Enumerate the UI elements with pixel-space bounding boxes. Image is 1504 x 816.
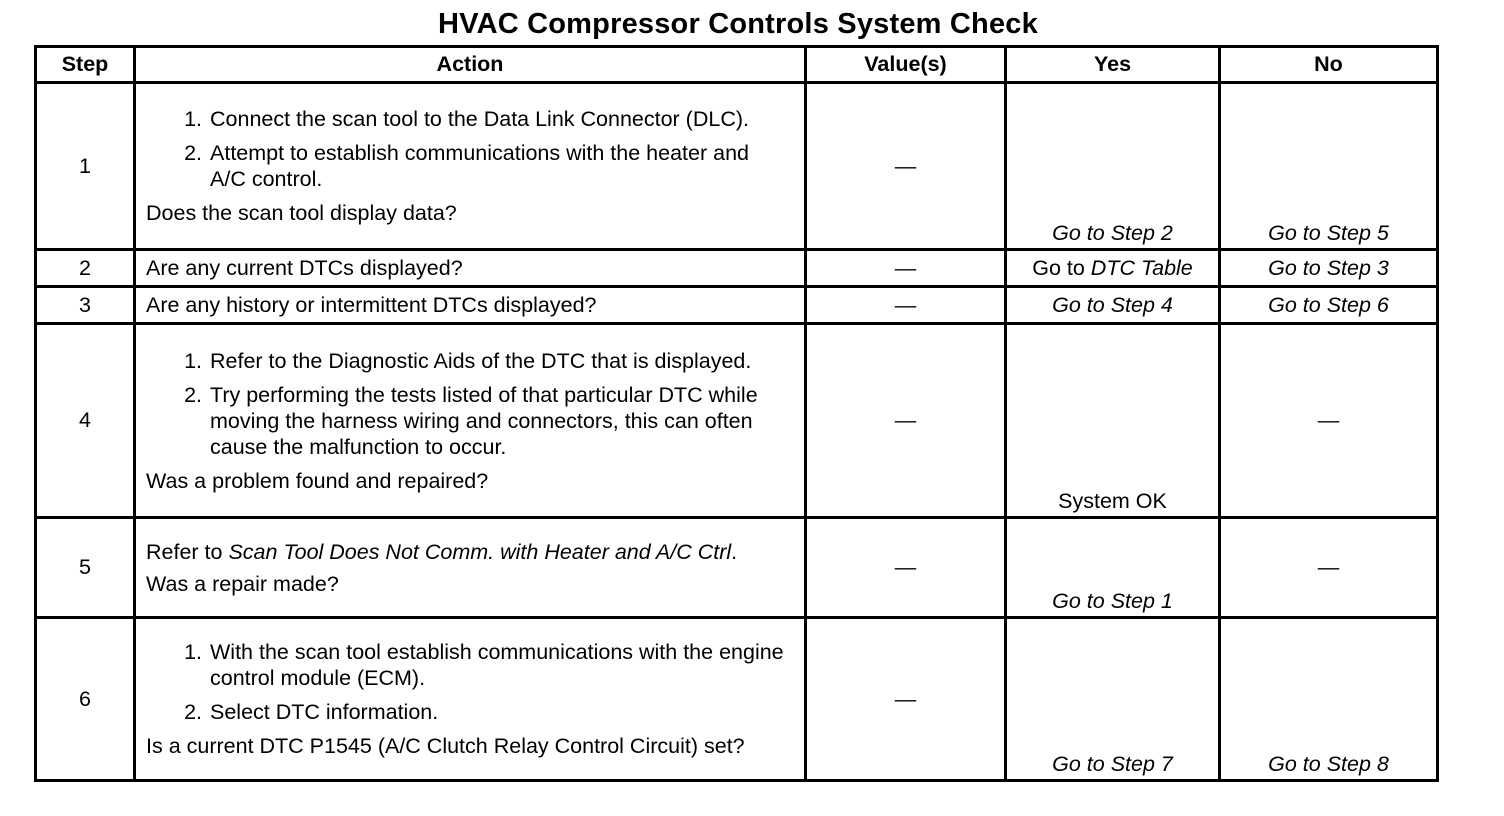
- value-cell: —: [806, 83, 1006, 250]
- yes-link[interactable]: Go to Step 7: [1006, 618, 1220, 781]
- list-item-text: Select DTC information.: [210, 700, 439, 724]
- list-item: [146, 140, 796, 192]
- action-question: Are any current DTCs displayed?: [135, 250, 806, 287]
- list-item: [146, 639, 796, 691]
- step-number: 1: [36, 83, 135, 250]
- system-check-table: [34, 45, 1439, 782]
- list-item: [146, 106, 796, 132]
- header-yes: Yes: [1006, 47, 1220, 83]
- no-cell: —: [1220, 324, 1438, 518]
- action-steps-list: [146, 106, 796, 192]
- refer-prefix: Refer to: [146, 539, 223, 564]
- value-cell: —: [806, 324, 1006, 518]
- value-cell: —: [806, 618, 1006, 781]
- action-steps-list: [146, 639, 796, 725]
- page-title: HVAC Compressor Controls System Check: [438, 8, 1038, 40]
- list-item-text: With the scan tool establish communications with the engine control module (ECM).: [210, 640, 784, 690]
- table-row-step-2: [36, 250, 1438, 287]
- action-cell: [135, 618, 806, 781]
- table-row-step-1: [36, 83, 1438, 250]
- list-item: [146, 699, 796, 725]
- action-question: Is a current DTC P1545 (A/C Clutch Relay Control Circuit) set?: [146, 734, 745, 758]
- list-item-number: 1.: [184, 348, 202, 373]
- step-number: 2: [36, 250, 135, 287]
- value-cell: —: [806, 518, 1006, 618]
- table-row-step-4: [36, 324, 1438, 518]
- dtc-table-link[interactable]: DTC Table: [1090, 255, 1193, 280]
- header-step: Step: [36, 47, 135, 83]
- no-link[interactable]: Go to Step 3: [1220, 250, 1438, 287]
- table-row-step-3: [36, 287, 1438, 324]
- action-steps-list: [146, 348, 796, 460]
- table-row-step-5: [36, 518, 1438, 618]
- header-values: Value(s): [806, 47, 1006, 83]
- action-cell: [135, 83, 806, 250]
- table-row-step-6: [36, 618, 1438, 781]
- step-number: 6: [36, 618, 135, 781]
- list-item-text: Refer to the Diagnostic Aids of the DTC that is displayed.: [210, 348, 752, 373]
- header-row: [36, 47, 1438, 83]
- list-item: [146, 382, 796, 460]
- list-item-number: 2.: [184, 700, 202, 724]
- step-number: 3: [36, 287, 135, 324]
- refer-suffix: .: [731, 539, 738, 564]
- refer-text: [146, 539, 796, 565]
- yes-link[interactable]: Go to Step 2: [1006, 83, 1220, 250]
- yes-link[interactable]: Go to Step 4: [1006, 287, 1220, 324]
- action-cell: [135, 324, 806, 518]
- step-number: 4: [36, 324, 135, 518]
- list-item-text: Connect the scan tool to the Data Link Connector (DLC).: [210, 107, 749, 131]
- list-item-number: 1.: [184, 640, 202, 664]
- no-cell: —: [1220, 518, 1438, 618]
- list-item-number: 2.: [184, 141, 202, 165]
- no-link[interactable]: Go to Step 6: [1220, 287, 1438, 324]
- list-item-number: 1.: [184, 107, 202, 131]
- action-question: Does the scan tool display data?: [146, 201, 457, 225]
- action-question: Was a repair made?: [146, 571, 339, 596]
- action-question: Was a problem found and repaired?: [146, 468, 489, 493]
- refer-link[interactable]: Scan Tool Does Not Comm. with Heater and A/C Ctrl: [228, 539, 732, 564]
- value-cell: —: [806, 287, 1006, 324]
- action-cell: [135, 518, 806, 618]
- step-number: 5: [36, 518, 135, 618]
- list-item: [146, 348, 796, 374]
- yes-cell: [1006, 250, 1220, 287]
- list-item-text: Try performing the tests listed of that particular DTC while moving the harness wiring and connectors, this can often cause the malfunction to occur.: [210, 382, 758, 459]
- value-cell: —: [806, 250, 1006, 287]
- action-question: Are any history or intermittent DTCs displayed?: [135, 287, 806, 324]
- list-item-number: 2.: [184, 382, 202, 407]
- no-link[interactable]: Go to Step 5: [1220, 83, 1438, 250]
- yes-prefix: Go to: [1032, 255, 1085, 280]
- header-no: No: [1220, 47, 1438, 83]
- yes-link[interactable]: Go to Step 1: [1006, 518, 1220, 618]
- list-item-text: Attempt to establish communications with the heater and A/C control.: [210, 141, 749, 191]
- yes-result: System OK: [1006, 324, 1220, 518]
- header-action: Action: [135, 47, 806, 83]
- no-link[interactable]: Go to Step 8: [1220, 618, 1438, 781]
